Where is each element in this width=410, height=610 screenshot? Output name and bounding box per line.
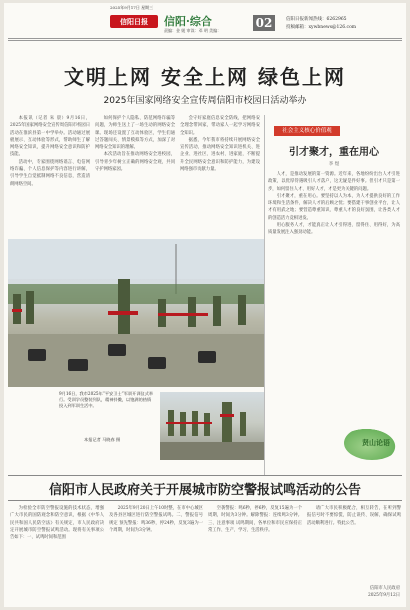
section-title: 信阳·综合 xyxy=(164,15,212,28)
paragraph: 2025年9月20日上午10时整，在市中心城区及各县区城区进行防空警报试鸣。二、警报信号规定 预先警报：鸣36秒，停24秒，反复3遍为一个周期，时间为3分钟。 xyxy=(109,506,203,533)
paragraph: 活动中，专家围绕网络谣言、电信网络诈骗、个人信息保护等内容进行讲解，引导学生自觉抵制网络不良信息，营造清朗网络空间。 xyxy=(10,159,90,187)
paragraph: 据悉，今年我市将持续开展网络安全宣传活动，推动网络安全知识进机关、进企业、进社区、进农村、进家庭，不断提升全民网络安全意识和防护能力，为建设网络强市贡献力量。 xyxy=(180,137,260,173)
issue-date: 2025年9月17日 星期三 xyxy=(110,5,154,10)
paragraph: 人才，是推动发展的第一资源。近年来，各地纷纷出台人才引进政策，以优厚待遇吸引人才落户，这无疑是件好事。但引才只是第一步，如何留住人才、用好人才，才是更为关键的问题。 xyxy=(268,172,400,192)
notice-column-1 xyxy=(10,505,104,605)
article-column-1 xyxy=(10,115,90,237)
paragraph: 空袭警报：鸣6秒，停6秒，反复15遍为一个周期，时间为3分钟。解除警报：连续鸣3分钟。三、注意事项 试鸣期间，各单位和市民应保持正常工作、生产、学习、生活秩序。 xyxy=(208,506,302,533)
paragraph: 本次活动旨在推动网络安全进校园，引导青少年树立正确的网络安全观，共同守护网络家园。 xyxy=(95,152,175,173)
military-training-photo xyxy=(8,239,264,387)
inset-training-photo xyxy=(160,392,264,460)
notice-rule xyxy=(8,475,402,476)
notice-title: 信阳市人民政府关于开展城市防空警报试鸣活动的公告 xyxy=(48,483,361,498)
photo-credit: 本报记者 马晓春 摄 xyxy=(84,437,121,442)
inset-scene-illustration xyxy=(160,392,264,460)
paragraph: 本报讯（记者 朱 晨）9月16日，2025年国家网络安全宣传周信阳市校园日活动在淮滨县第一中学举办。活动通过展板展示、互动体验等形式，帮助师生了解网络安全知识，提升网络安全意识和防护技能。 xyxy=(10,116,90,158)
notice-rule-secondary xyxy=(8,500,402,501)
paragraph: 引才聚才，重在用心。要坚持以人为本，为人才提供良好的工作环境和生活条件，解决人才的后顾之忧；要搭建干事创业平台，让人才有用武之地；要营造尊重知识、尊重人才的良好氛围，让各类人才的创造活力竞相迸发。 xyxy=(268,193,400,221)
article-subhead: 2025年国家网络安全宣传周信阳市校园日活动举办 xyxy=(103,96,307,106)
column-logo-text: 贤山论语 xyxy=(362,438,390,447)
paragraph: 如何保护个人隐私、防范网络诈骗等问题，为师生送上了一场生动的网络安全课。现场还设置了互动体验区，学生们通过答题闯关、情景模拟等方式，加深了对网络安全知识的理解。 xyxy=(95,116,175,151)
submission-email: 投稿邮箱：xywbnews@126.com xyxy=(286,25,357,30)
newspaper-page xyxy=(4,3,406,607)
commentary-title: 引才聚才，重在用心 xyxy=(289,147,379,158)
article-headline: 文明上网 安全上网 绿色上网 xyxy=(64,65,346,89)
page-number: 02 xyxy=(253,15,275,31)
newspaper-logo: 信阳日报 xyxy=(110,15,158,28)
notice-column-3 xyxy=(208,505,302,605)
xianshan-column-logo xyxy=(344,426,400,460)
article-column-3 xyxy=(180,115,260,237)
header-rule xyxy=(8,38,402,39)
paragraph: 为检验全市防空警报设施的技术状态，增强广大市民的国防观念和防空意识，根据《中华人民共和国人民防空法》有关规定，市人民政府决定开展城市防空警报试鸣活动。现将有关事项公告如下：一、试鸣时间和范围 xyxy=(10,506,104,541)
editor-line: 责编：金 媛 审读：邓 明 美编： xyxy=(164,28,222,33)
core-values-banner: 社会主义核心价值观 xyxy=(274,126,340,136)
notice-date: 2025年9月12日 xyxy=(367,593,400,598)
commentary-author: 李 煜 xyxy=(328,162,340,167)
training-scene-illustration xyxy=(8,239,264,387)
notice-column-2 xyxy=(109,505,203,605)
paragraph: 用心服务人才，才能真正让人才引得进、留得住、用得好，为高质量发展注入强劲动能。 xyxy=(268,223,400,236)
news-hotline: 信阳日报新闻热线：6262965 xyxy=(286,17,347,22)
article-column-2 xyxy=(95,115,175,237)
notice-signature xyxy=(312,585,400,599)
photo-caption: 9月16日，我市2025年“平安卫士”军训开训仪式举行。受训学员整装列队，精神抖擞，以饱满的热情投入到军训生活中。 xyxy=(59,391,154,409)
header-rule-secondary xyxy=(8,40,402,41)
paragraph: 请广大市民积极配合，相互转告，在听到警报信号时不要惊慌，防止误传、误解，确保试鸣活动顺利进行。特此公告。 xyxy=(307,506,401,526)
notice-column-4 xyxy=(307,505,401,581)
notice-signer: 信阳市人民政府 xyxy=(369,586,400,591)
paragraph: 会守好家庭信息安全防线，把网络安全理念带回家，带动家人一起学习网络安全知识。 xyxy=(180,116,260,136)
